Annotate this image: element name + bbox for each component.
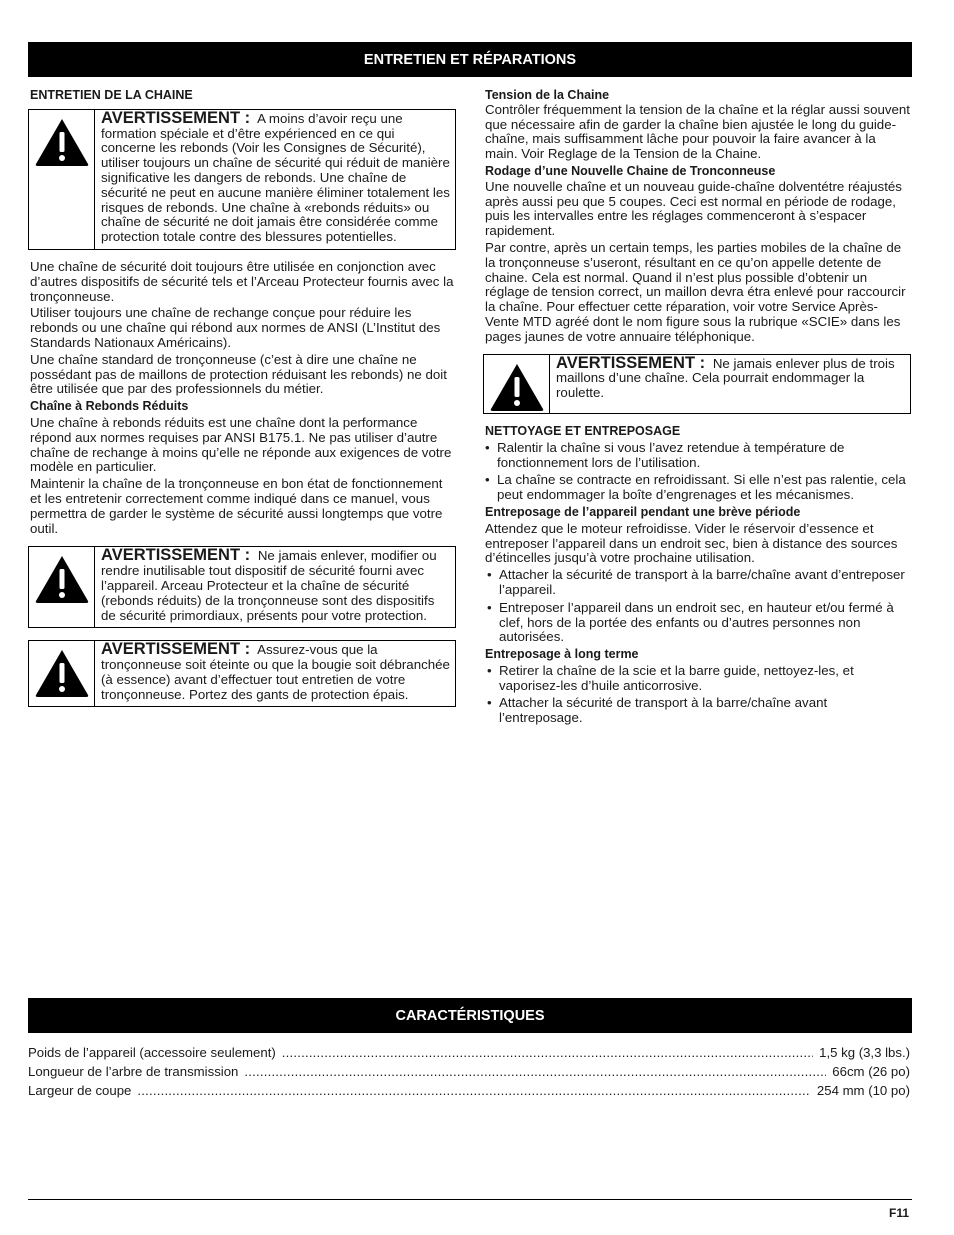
leader-dots — [244, 1064, 826, 1079]
subheading: Rodage d’une Nouvelle Chaine de Tronconneuse — [485, 163, 776, 178]
section-banner-maintenance: ENTRETIEN ET RÉPARATIONS — [28, 42, 912, 77]
warning-box — [28, 546, 456, 628]
paragraph: Une nouvelle chaîne et un nouveau guide-chaîne dolventétre réajustés après aussi peu que 5 coupes. Ceci est normal en période de rodage, puis les intervalles entre les réglages commenceront à s’espacer rapidement. — [485, 178, 902, 239]
subheading: Entreposage de l’appareil pendant une brève période — [485, 504, 801, 519]
warning-triangle-icon — [29, 547, 95, 627]
list-item: • Attacher la sécurité de transport à la barre/chaîne avant l’entreposage. — [485, 696, 911, 726]
warning-body: Ne jamais enlever plus de trois maillons d’une chaîne. Cela pourrait endommager la roulette. — [556, 355, 895, 401]
short-storage-list — [485, 568, 911, 645]
warning-body: Ne jamais enlever, modifier ou rendre inutilisable tout dispositif de sécurité fourni avec l’appareil. Arceau Protecteur et la chaîne de sécurité (rebonds réduits) de la tronçonneuse sont des dispositifs de sécurité primordiaux, présents pour votre protection. — [101, 548, 437, 623]
warning-title: AVERTISSEMENT : — [101, 640, 251, 659]
spec-label: Poids de l’appareil (accessoire seulement) — [28, 1045, 276, 1060]
subheading: Tension de la Chaine — [485, 88, 610, 102]
warning-title: AVERTISSEMENT : — [556, 353, 706, 372]
warning-text — [95, 641, 455, 706]
right-column — [485, 86, 911, 728]
warning-triangle-icon — [484, 355, 550, 413]
subheading: Chaîne à Rebonds Réduits — [30, 399, 189, 414]
warning-triangle-icon — [29, 110, 95, 249]
warning-title: AVERTISSEMENT : — [101, 546, 251, 565]
paragraph: Contrôler fréquemment la tension de la chaîne et la réglar aussi souvent que nécessaire afin de garder la chaîne bien ajustée le long du guide-chaîne, mais suffisamment lâche pour pouvoir la faire avancer à la main. Voir Reglage de la Tension de la Chaine. — [485, 101, 911, 162]
spec-row — [28, 1045, 910, 1064]
spec-label: Largeur de coupe — [28, 1083, 132, 1098]
spec-row — [28, 1083, 910, 1102]
section-heading: NETTOYAGE ET ENTREPOSAGE — [485, 423, 681, 438]
spec-value: 254 mm (10 po) — [816, 1083, 910, 1098]
left-column — [30, 86, 456, 707]
long-storage-list — [485, 664, 911, 726]
paragraph: Utiliser toujours une chaîne de rechange conçue pour réduire les rebonds ou une chaîne qui rébond aux normes de ANSI (L’Institut des Standards Nationaux Américains). — [30, 305, 441, 350]
spec-row — [28, 1064, 910, 1083]
list-item: • Entreposer l’appareil dans un endroit sec, en hauteur et/ou fermé à clef, hors de la portée des enfants ou d’autres personnes non autorisées. — [485, 601, 911, 645]
warning-box — [28, 640, 456, 707]
specifications-table — [28, 1045, 910, 1102]
footer-divider — [28, 1199, 912, 1200]
paragraph: Par contre, après un certain temps, les parties mobiles de la chaîne de la tronçonneuse s’useront, résultant en ce qu’on appelle detente de chaine. Cela est normal. Quand il n’est plus possible d’obtenir un réglage de tension correct, un maillon devra étra enlevé pour raccourcir la chaîne. Pour effectuer cette réparation, voir votre Service Après-Vente MTD agréé dont le nom figure sous la rubrique «SCIE» dans les pages jaunes de votre annuaire téléphonique. — [485, 239, 906, 344]
paragraph: Attendez que le moteur refroidisse. Vider le réservoir d’essence et entreposer l’appareil dans un endroit sec, bien à distance des sources d’étincelles jusqu’à votre prochaine utilisation. — [485, 520, 898, 566]
paragraph: Une chaîne standard de tronçonneuse (c’est à dire une chaîne ne possédant pas de maillons de protection réduisant les rebonds) ne doit être utilisée que par des professionnels du métier. — [30, 351, 447, 397]
paragraph: Maintenir la chaîne de la tronçonneuse en bon état de fonctionnement et les entretenir correctement comme indiqué dans ce manuel, vous permettra de garder le système de sécurité aussi longtemps que votre outil. — [30, 476, 443, 536]
warning-body: A moins d’avoir reçu une formation spéciale et d’être expérienced en ce qui concerne les rebonds (Voir les Consignes de Sécurité), utiliser toujours un chaîne de sécurité qui réduit de manière significative les dangers de rebonds. Une chaîne de sécurité ne peut en aucune manière éliminer totalement les risques de rebonds. Une chaîne à «rebonds réduits» ou chaîne de sécurité ne doit jamais être considérée comme protection totale contre des blessures potentielles. — [101, 110, 450, 245]
warning-body: Assurez-vous que la tronçonneuse soit éteinte ou que la bougie soit débranchée (à essence) avant d’effectuer tout entretien de votre tronçonneuse. Portez des gants de protection épais. — [101, 642, 450, 702]
warning-triangle-icon — [29, 641, 95, 706]
section-heading: ENTRETIEN DE LA CHAINE — [30, 88, 193, 102]
warning-box — [483, 354, 911, 414]
warning-text — [95, 547, 455, 627]
list-item: • Ralentir la chaîne si vous l’avez retendue à température de fonctionnement lors de l’utilisation. — [485, 441, 911, 471]
page-number: F11 — [888, 1206, 909, 1220]
paragraph: Une chaîne de sécurité doit toujours être utilisée en conjonction avec d’autres dispositifs de sécurité tels et l’Arceau Protecteur fournis avec la tronçonneuse. — [30, 258, 454, 304]
list-item: • Retirer la chaîne de la scie et la barre guide, nettoyez-les, et vaporisez-les d’huile anticorrosive. — [485, 664, 911, 694]
subheading: Entreposage à long terme — [485, 647, 639, 662]
leader-dots — [137, 1083, 811, 1098]
cleaning-list — [485, 441, 911, 503]
spec-value: 66cm (26 po) — [832, 1064, 910, 1079]
warning-text — [550, 355, 910, 413]
list-item: • La chaîne se contracte en refroidissant. Si elle n’est pas ralentie, cela peut endommager la boîte d’engrenages et les mécanismes. — [485, 473, 911, 503]
spec-label: Longueur de l’arbre de transmission — [28, 1064, 239, 1079]
section-banner-specifications: CARACTÉRISTIQUES — [28, 998, 912, 1033]
warning-title: AVERTISSEMENT : — [101, 108, 251, 127]
list-item: • Attacher la sécurité de transport à la barre/chaîne avant d’entreposer l’appareil. — [485, 568, 911, 598]
warning-box — [28, 109, 456, 250]
spec-value: 1,5 kg (3,3 lbs.) — [819, 1045, 910, 1060]
warning-text — [95, 110, 455, 249]
paragraph: Une chaîne à rebonds réduits est une chaîne dont la performance répond aux normes requises par ANSI B175.1. Ne pas utiliser d’autre chaîne de rechange à moins qu’elle ne réponde aux exigences de votre modèle en particulier. — [30, 414, 452, 475]
leader-dots — [282, 1045, 813, 1060]
